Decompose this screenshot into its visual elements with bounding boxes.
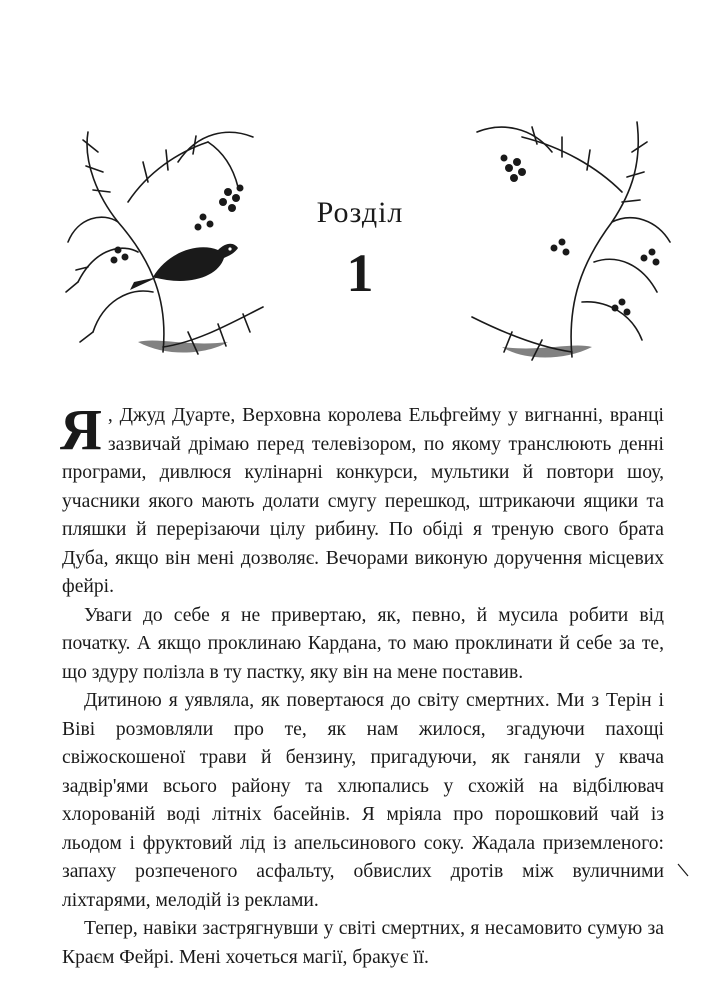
paragraph: Дитиною я уявляла, як повертаюся до світу смертних. Ми з Терін і Віві розмовляли про те, як нам жилося, згадуючи пахощі свіжоскошеної трави й бензину, пригадуючи, як ганяли у квача задвір'ями всього району та хлюпались у схожій на відбілювач хлорованій воді літніх басейнів. Я мріяла про порошковий чай із льодом і фруктовий лід із апельсинового соку. Жадала приземленого: запаху розпеченого асфальту, обвислих дротів між вуличними ліхтарями, мелодій із реклами.	[62, 690, 664, 911]
chapter-number: 1	[346, 243, 374, 303]
chapter-text	[60, 397, 664, 972]
paragraph: Тепер, навіки застрягнувши у світі смертних, я несамовито сумую за Краєм Фейрі. Мені хочеться магії, бракує її.	[62, 918, 664, 968]
paragraph: Уваги до себе я не привертаю, як, певно, й мусила робити від початку. А якщо проклинаю Кардана, то маю проклинати й себе за те, що здуру полізла в ту пастку, яку він на мене поставив.	[62, 604, 664, 683]
drop-cap: Я	[60, 397, 102, 462]
rowan-branch-icon	[452, 92, 682, 377]
chapter-heading	[250, 196, 470, 304]
ink-mark	[676, 862, 690, 878]
paragraph-text: , Джуд Дуарте, Верховна королева Ельфгейму у вигнанні, вранці зазвичай дрімаю перед телевізором, по якому транслюють денні програми, дивлюся кулінарні конкурси, мультики й повтори шоу, учасники якого мають долати смугу перешкод, штрикаючи ящики та пляшки й перерізаючи цілу рибину. По обіді я треную свого брата Дуба, якщо він мені дозволяє. Вечорами виконую доручення місцевих фейрі.	[62, 405, 664, 597]
paragraph	[60, 397, 664, 602]
chapter-title: Розділ	[316, 196, 404, 229]
